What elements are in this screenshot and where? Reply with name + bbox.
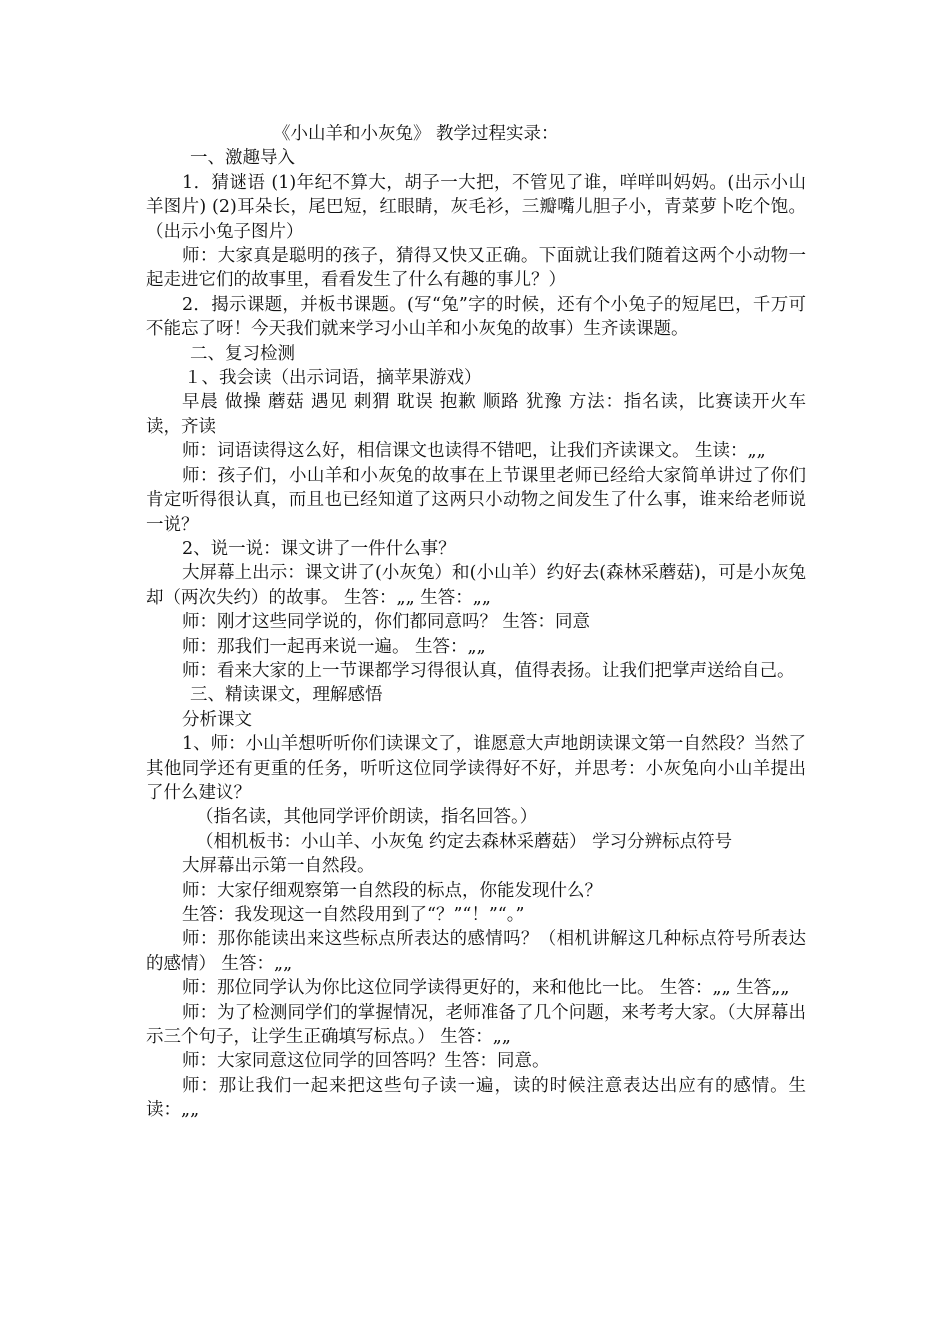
paragraph: 一、激趣导入	[190, 148, 295, 169]
paragraph: 师：孩子们，小山羊和小灰兔的故事在上节课里老师已经给大家简单讲过了你们肯定听得很认真，而且也已经知道了这两只小动物之间发生了什么事，谁来给老师说一说？	[146, 465, 806, 535]
paragraph: 生答：我发现这一自然段用到了“？”“！”“。”	[182, 905, 525, 925]
document-title: 《小山羊和小灰兔》 教学过程实录：	[273, 124, 559, 144]
paragraph: 师：大家真是聪明的孩子，猜得又快又正确。下面就让我们随着这两个小动物一起走进它们的故事里，看看发生了什么有趣的事儿？）	[146, 246, 806, 291]
paragraph: １、我会读（出示词语，摘苹果游戏）	[184, 368, 482, 389]
paragraph: 分析课文	[182, 709, 252, 730]
paragraph: 1．猜谜语 (1)年纪不算大，胡子一大把，不管见了谁，咩咩叫妈妈。(出示小山羊图片) (2)耳朵长，尾巴短，红眼睛，灰毛衫，三瓣嘴儿胆子小，青菜萝卜吃个饱。（出示小兔子图片）	[146, 172, 806, 242]
paragraph: （指名读，其他同学评价朗读，指名回答。）	[196, 807, 538, 828]
paragraph: 二、复习检测	[190, 343, 295, 364]
document-page	[146, 122, 806, 1123]
paragraph: 师：那让我们一起来把这些句子读一遍，读的时候注意表达出应有的感情。生读：„„	[146, 1075, 806, 1121]
paragraph: 三、精读课文，理解感悟	[190, 685, 383, 706]
paragraph: 师：那位同学认为你比这位同学读得更好的，来和他比一比。 生答：„„ 生答„„	[182, 978, 790, 999]
paragraph: 师：大家同意这位同学的回答吗？生答：同意。	[182, 1051, 550, 1072]
paragraph: （相机板书：小山羊、小灰兔 约定去森林采蘑菇） 学习分辨标点符号	[196, 831, 733, 852]
paragraph: 2．揭示课题，并板书课题。(写“兔”字的时候，还有个小兔子的短尾巴，千万可不能忘了呀！今天我们就来学习小山羊和小灰兔的故事）生齐读课题。	[146, 294, 806, 340]
paragraph: 大屏幕出示第一自然段。	[182, 856, 375, 877]
document-body	[146, 146, 806, 1122]
paragraph: 师：词语读得这么好，相信课文也读得不错吧，让我们齐读课文。 生读：„„	[182, 441, 766, 462]
paragraph: 大屏幕上出示：课文讲了(小灰兔）和(小山羊）约好去(森林采蘑菇)，可是小灰兔却（两次失约）的故事。 生答：„„ 生答：„„	[146, 563, 806, 608]
paragraph: 2、说一说：课文讲了一件什么事？	[182, 538, 456, 559]
paragraph: 早晨 做操 蘑菇 遇见 刺猬 耽误 抱歉 顺路 犹豫 方法：指名读，比赛读开火车读，齐读	[146, 392, 806, 437]
paragraph: 师：刚才这些同学说的，你们都同意吗？ 生答：同意	[182, 612, 591, 633]
paragraph: 师：大家仔细观察第一自然段的标点，你能发现什么？	[182, 880, 602, 901]
paragraph: 师：那我们一起再来说一遍。 生答：„„	[182, 636, 486, 657]
paragraph: 师：为了检测同学们的掌握情况，老师准备了几个问题，来考考大家。（大屏幕出示三个句子，让学生正确填写标点。） 生答：„„	[146, 1002, 806, 1048]
paragraph: 1、师：小山羊想听听你们读课文了，谁愿意大声地朗读课文第一自然段？当然了其他同学还有更重的任务，听听这位同学读得好不好，并思考：小灰兔向小山羊提出了什么建议？	[146, 734, 806, 803]
paragraph: 师：看来大家的上一节课都学习得很认真，值得表扬。让我们把掌声送给自己。	[182, 660, 795, 681]
paragraph: 师：那你能读出来这些标点所表达的感情吗？（相机讲解这几种标点符号所表达的感情） 生答：„„	[146, 929, 806, 974]
